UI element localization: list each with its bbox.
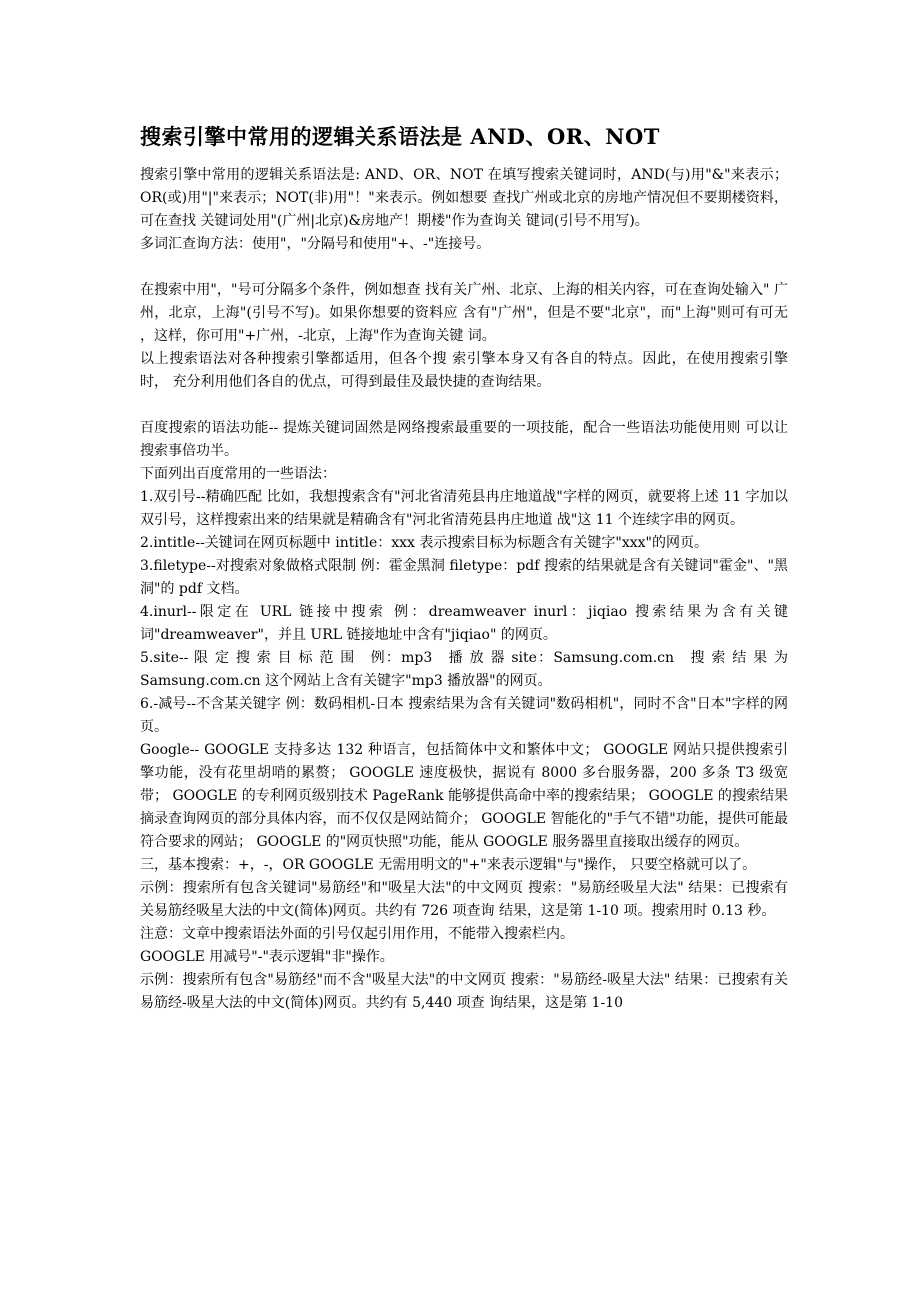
paragraph: 6.-减号--不含某关键字 例：数码相机-日本 搜索结果为含有关键词"数码相机"，同时不含"日本"字样的网页。 [140, 696, 788, 735]
paragraph: 4.inurl--限定在 URL 链接中搜索 例：dreamweaver inurl：jiqiao 搜索结果为含有关键词"dreamweaver"，并且 URL 链接地址中含有"jiqiao" 的网页。 [140, 604, 788, 643]
paragraph: 搜索引擎中常用的逻辑关系语法是: AND、OR、NOT 在填写搜索关键词时，AND(与)用"&"来表示； OR(或)用"|"来表示；NOT(非)用"！"来表示。例如想要 查找广州或北京的房地产情况但不要期楼资料，可在查找 关键词处用"(广州|北京)&房地产！期楼"作为查询关 键词(引号不用写)。 [140, 167, 788, 229]
paragraph: 1.双引号--精确匹配 比如，我想搜索含有"河北省清苑县冉庄地道战"字样的网页，就要将上述 11 字加以双引号，这样搜索出来的结果就是精确含有"河北省清苑县冉庄地道 战"这 11 个连续字串的网页。 [140, 489, 788, 528]
paragraph: 下面列出百度常用的一些语法： [140, 466, 336, 482]
paragraph: 百度搜索的语法功能-- 提炼关键词固然是网络搜索最重要的一项技能，配合一些语法功能使用则 可以让搜索事倍功半。 [140, 420, 788, 459]
paragraph: 示例：搜索所有包含"易筋经"而不含"吸星大法"的中文网页 搜索："易筋经-吸星大法" 结果：已搜索有关易筋经-吸星大法的中文(简体)网页。共约有 5,440 项查 询结果，这是第 1-10 [140, 972, 788, 1011]
document-page [140, 120, 788, 1015]
paragraph: 示例：搜索所有包含关键词"易筋经"和"吸星大法"的中文网页 搜索："易筋经吸星大法" 结果：已搜索有关易筋经吸星大法的中文(简体)网页。共约有 726 项查询 结果，这是第 1-10 项。搜索用时 0.13 秒。 [140, 880, 788, 919]
paragraph: 3.filetype--对搜索对象做格式限制 例：霍金黑洞 filetype：pdf 搜索的结果就是含有关键词"霍金"、"黑洞"的 pdf 文档。 [140, 558, 788, 597]
paragraph: 注意：文章中搜索语法外面的引号仅起引用作用，不能带入搜索栏内。 [140, 926, 574, 942]
paragraph-gap [140, 394, 788, 417]
paragraph: 多词汇查询方法：使用"，"分隔号和使用"+、-"连接号。 [140, 236, 491, 252]
paragraph: Google-- GOOGLE 支持多达 132 种语言，包括简体中文和繁体中文； GOOGLE 网站只提供搜索引擎功能，没有花里胡哨的累赘； GOOGLE 速度极快，据说有 8000 多台服务器，200 多条 T3 级宽带； GOOGLE 的专利网页级别技术 PageRank 能够提供高命中率的搜索结果； GOOGLE 的搜索结果摘录查询网页的部分具体内容，而不仅仅是网站简介； GOOGLE 智能化的"手气不错"功能，提供可能最符合要求的网站； GOOGLE 的"网页快照"功能，能从 GOOGLE 服务器里直接取出缓存的网页。 [140, 742, 788, 850]
paragraph: 在搜索中用"，"号可分隔多个条件，例如想查 找有关广州、北京、上海的相关内容，可在查询处输入" 广州，北京，上海"(引号不写)。如果你想要的资料应 含有"广州"，但是不要"北京"，而"上海"则可有可无 ，这样，你可用"+广州，-北京，上海"作为查询关键 词。 [140, 282, 788, 344]
document-title: 搜索引擎中常用的逻辑关系语法是 AND、OR、NOT [140, 124, 660, 149]
paragraph: 三，基本搜索：+，-，OR GOOGLE 无需用明文的"+"来表示逻辑"与"操作， 只要空格就可以了。 [140, 857, 757, 873]
paragraph: 2.intitle--关键词在网页标题中 intitle：xxx 表示搜索目标为标题含有关键字"xxx"的网页。 [140, 535, 708, 551]
paragraph: GOOGLE 用减号"-"表示逻辑"非"操作。 [140, 949, 394, 965]
paragraph-gap [140, 256, 788, 279]
paragraph: 5.site-- 限 定 搜 索 目 标 范 围 例：mp3 播 放 器 site：Samsung.com.cn 搜 索 结 果 为 Samsung.com.cn 这个网站上含有关键字"mp3 播放器"的网页。 [140, 650, 788, 689]
document-body [140, 164, 788, 1015]
paragraph: 以上搜索语法对各种搜索引擎都适用，但各个搜 索引擎本身又有各自的特点。因此，在使用搜索引擎时， 充分利用他们各自的优点，可得到最佳及最快捷的查询结果。 [140, 351, 788, 390]
